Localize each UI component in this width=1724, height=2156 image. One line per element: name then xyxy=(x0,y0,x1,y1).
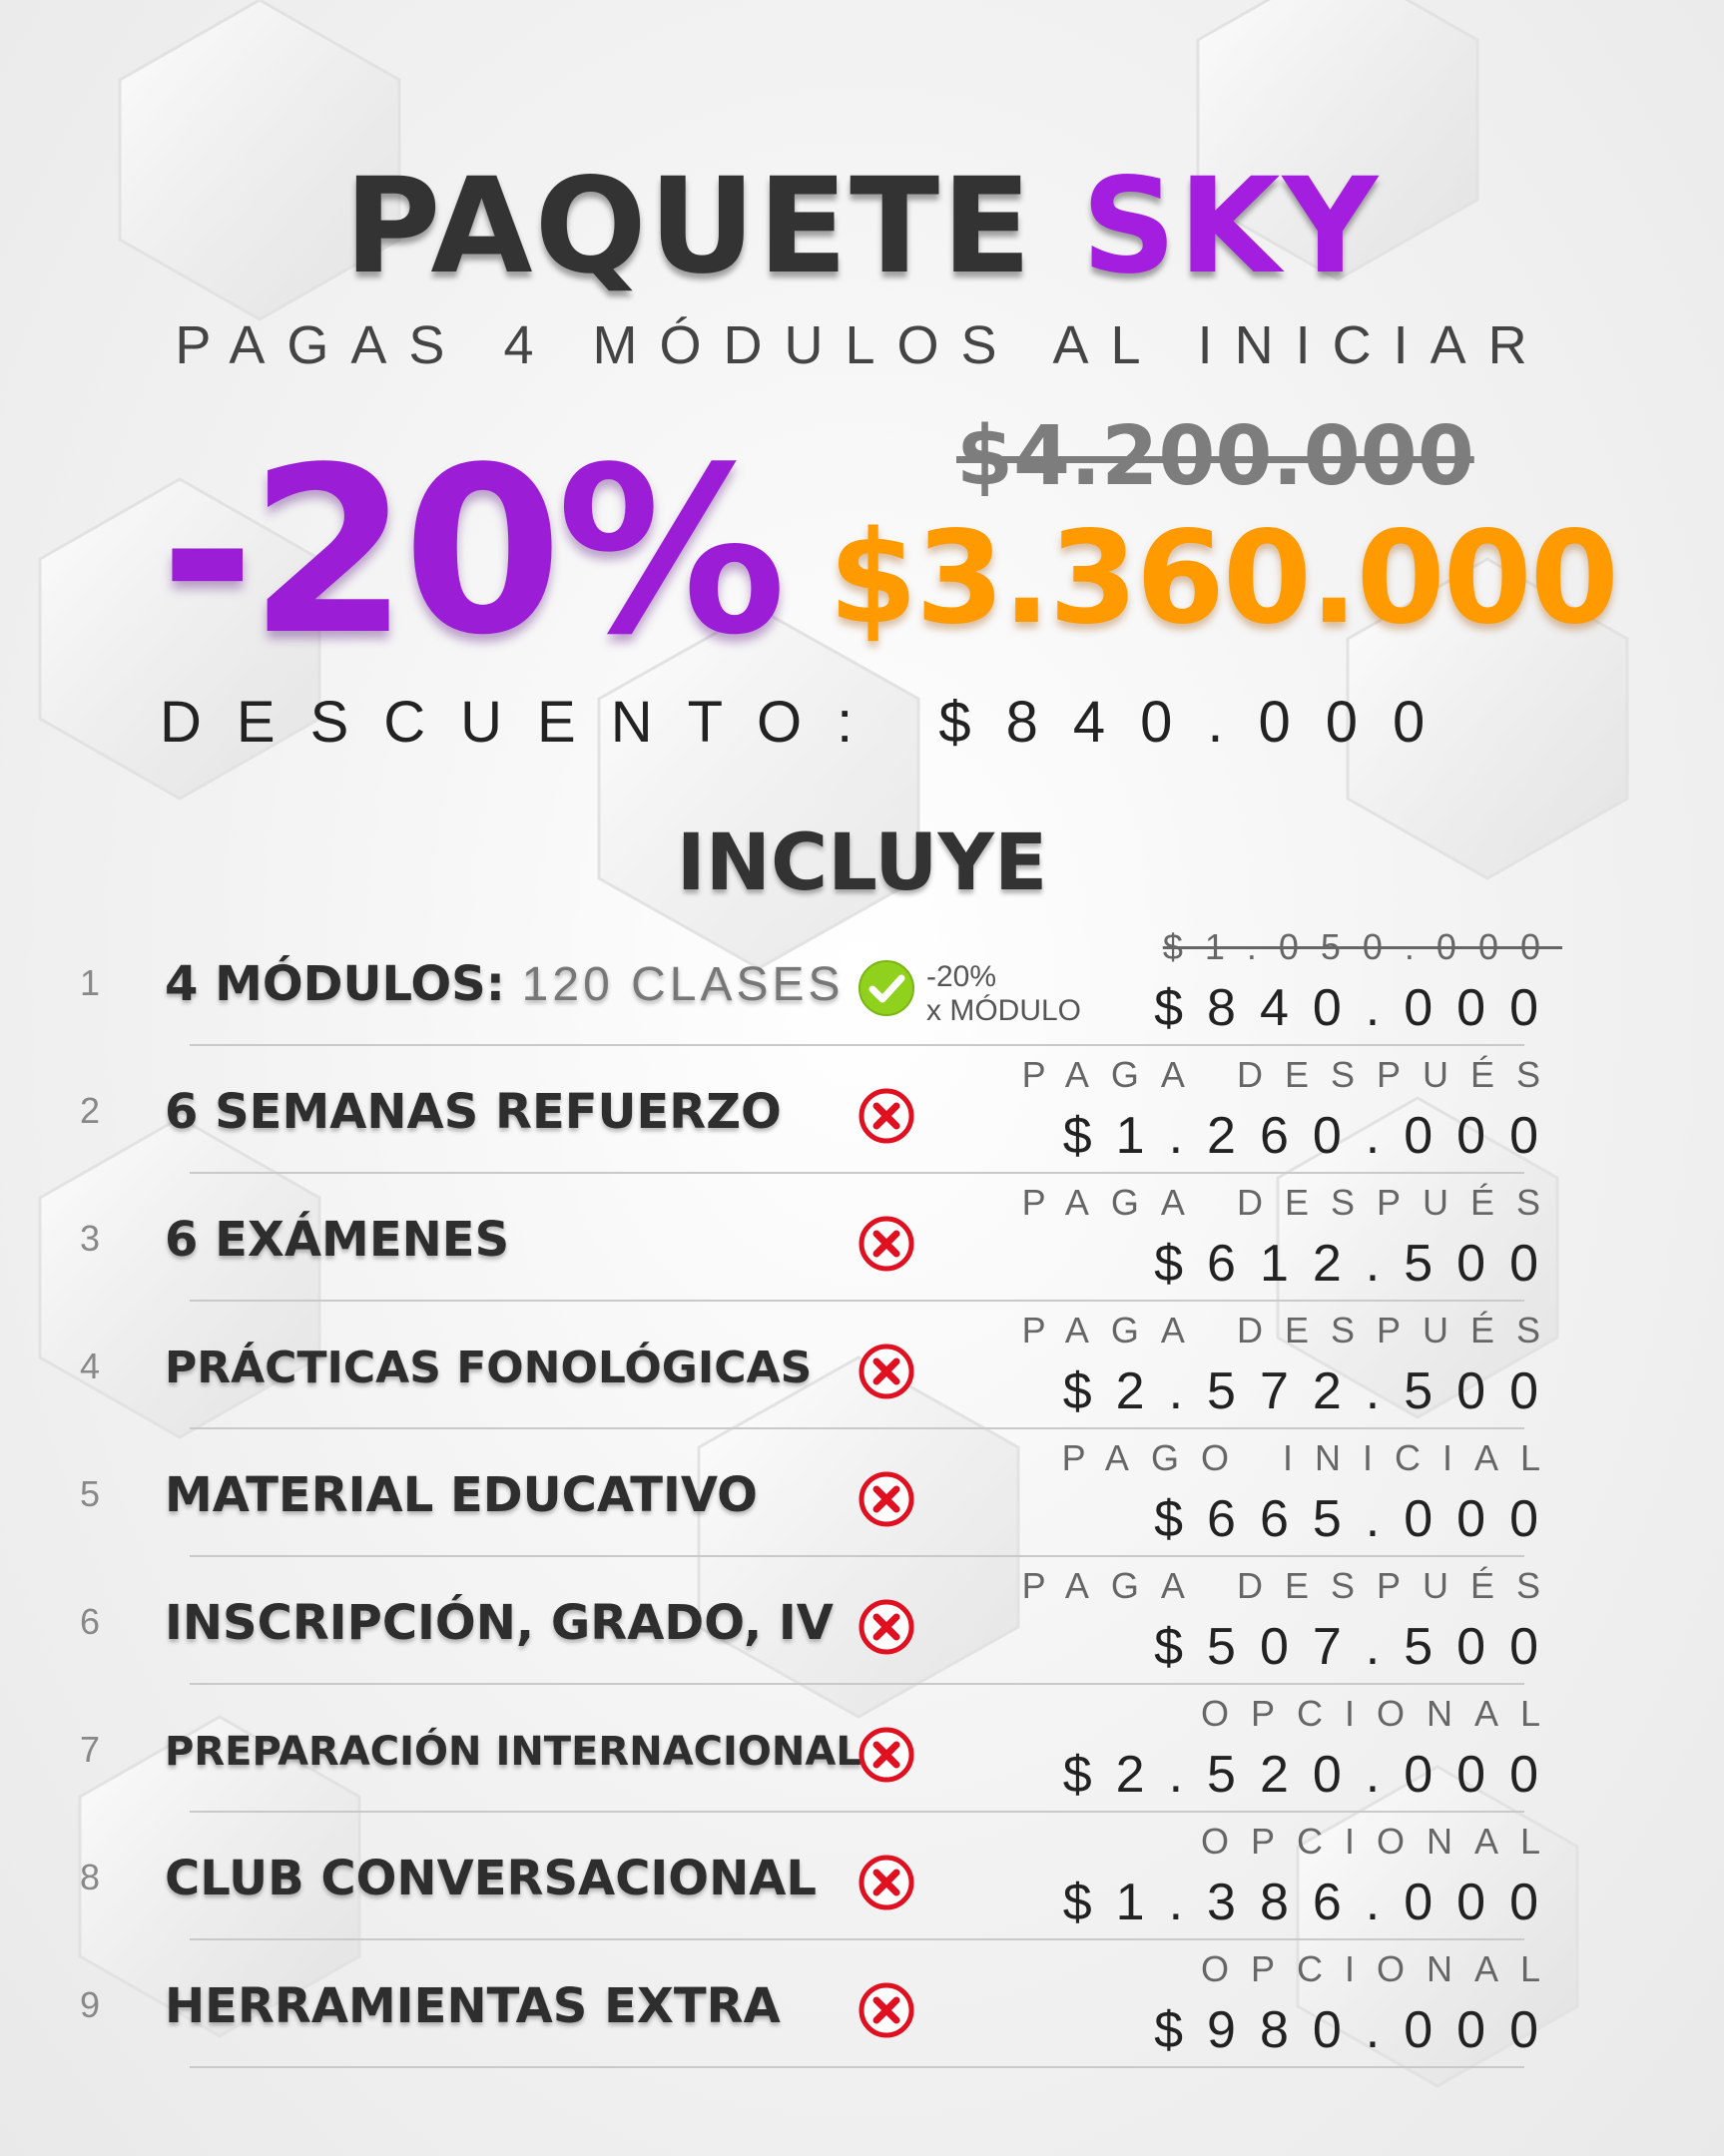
item-price: $2.520.000 xyxy=(1062,1746,1562,1804)
item-number: 1 xyxy=(80,962,101,1003)
item-number: 5 xyxy=(80,1473,101,1514)
list-item xyxy=(0,1429,1724,1557)
item-number: 6 xyxy=(80,1601,101,1642)
item-price: $1.260.000 xyxy=(1062,1107,1562,1165)
x-circle-icon xyxy=(857,1853,916,1912)
list-item xyxy=(0,1685,1724,1813)
list-item xyxy=(0,1046,1724,1174)
new-price: $3.360.000 xyxy=(829,504,1617,653)
check-icon xyxy=(857,958,916,1018)
item-name: PRÁCTICAS FONOLÓGICAS xyxy=(165,1343,813,1393)
row-divider xyxy=(190,2066,1524,2068)
list-item xyxy=(0,1813,1724,1940)
title-accent: SKY xyxy=(1081,150,1381,303)
item-status: PAGA DESPUÉS xyxy=(1021,1182,1562,1223)
page-title xyxy=(0,150,1724,303)
item-name: PREPARACIÓN INTERNACIONAL xyxy=(165,1729,862,1775)
item-original-price: $1.050.000 xyxy=(1162,926,1562,967)
item-status: PAGA DESPUÉS xyxy=(1021,1565,1562,1606)
item-status: OPCIONAL xyxy=(1200,1948,1562,1989)
item-number: 3 xyxy=(80,1218,101,1259)
item-status: OPCIONAL xyxy=(1200,1821,1562,1862)
x-circle-icon xyxy=(857,1469,916,1529)
includes-heading: INCLUYE xyxy=(676,818,1048,908)
x-circle-icon xyxy=(857,1980,916,2040)
item-name-extra: 120 CLASES xyxy=(521,958,845,1011)
discount-line: DESCUENTO: $840.000 xyxy=(160,690,1460,755)
item-status: PAGO INICIAL xyxy=(1061,1437,1562,1478)
x-circle-icon xyxy=(857,1214,916,1274)
item-name: HERRAMIENTAS EXTRA xyxy=(165,1978,781,2034)
list-item xyxy=(0,1174,1724,1302)
list-item xyxy=(0,1302,1724,1429)
item-name xyxy=(165,956,845,1012)
item-name-main: 4 MÓDULOS: xyxy=(165,956,505,1012)
item-price: $2.572.500 xyxy=(1062,1362,1562,1420)
discount-percent: -20% xyxy=(160,419,781,686)
subtitle: PAGAS 4 MÓDULOS AL INICIAR xyxy=(175,315,1549,375)
item-price: $612.500 xyxy=(1154,1235,1562,1293)
x-circle-icon xyxy=(857,1597,916,1657)
item-price: $980.000 xyxy=(1154,2001,1562,2059)
item-price: $507.500 xyxy=(1154,1618,1562,1676)
note-per-module: x MÓDULO xyxy=(926,994,1082,1027)
x-circle-icon xyxy=(857,1342,916,1401)
item-number: 7 xyxy=(80,1729,101,1770)
item-name: MATERIAL EDUCATIVO xyxy=(165,1467,758,1523)
x-circle-icon xyxy=(857,1725,916,1785)
item-number: 8 xyxy=(80,1857,101,1897)
item-price: $1.386.000 xyxy=(1062,1874,1562,1931)
item-number: 2 xyxy=(80,1090,101,1131)
item-price: $665.000 xyxy=(1154,1490,1562,1548)
x-circle-icon xyxy=(857,1086,916,1146)
item-status: OPCIONAL xyxy=(1200,1693,1562,1734)
item-status: PAGA DESPUÉS xyxy=(1021,1310,1562,1350)
note-percent: -20% xyxy=(926,960,997,993)
list-item xyxy=(0,1940,1724,2068)
item-status: PAGA DESPUÉS xyxy=(1021,1054,1562,1095)
title-main: PAQUETE xyxy=(343,150,1034,303)
item-name: INSCRIPCIÓN, GRADO, IV xyxy=(165,1595,834,1651)
old-price: $4.200.000 xyxy=(956,409,1474,504)
item-note xyxy=(926,960,1081,1028)
item-name: 6 EXÁMENES xyxy=(165,1212,510,1268)
item-number: 9 xyxy=(80,1984,101,2025)
item-name: 6 SEMANAS REFUERZO xyxy=(165,1084,782,1140)
item-number: 4 xyxy=(80,1346,101,1386)
item-name: CLUB CONVERSACIONAL xyxy=(165,1851,817,1906)
list-item xyxy=(0,1557,1724,1685)
list-item xyxy=(0,918,1724,1046)
item-price: $840.000 xyxy=(1154,979,1562,1037)
